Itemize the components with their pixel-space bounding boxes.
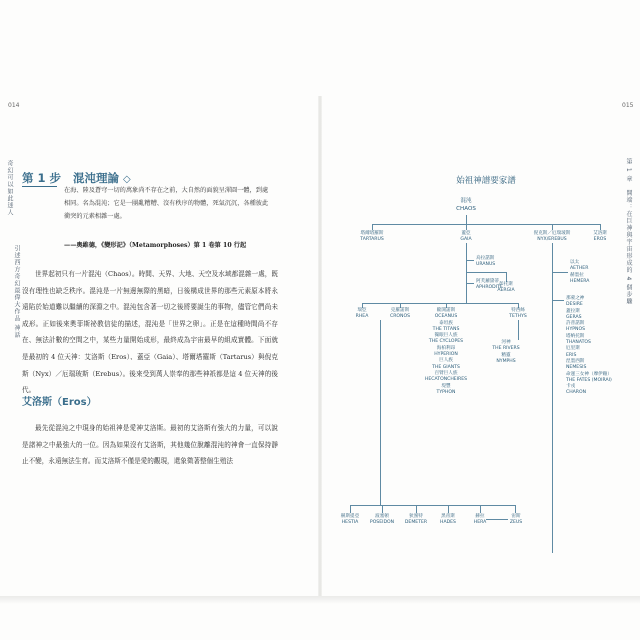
node-aether-hemera: 以太 AETHER 赫墨拉 HEMERA	[570, 260, 590, 284]
right-page-number: 015	[622, 102, 634, 109]
connector-olympians-row	[350, 505, 515, 506]
connector-poseidon	[382, 505, 383, 513]
connector-gaia-down	[466, 243, 467, 303]
node-nyx-children: 那蒙之神 DESIRE 蓋拉斯 GERAS 許普諾斯 HYPNOS 塔納托斯 THANATOS 厄里斯 ERIS 涅墨西斯 NEMESIS 命運三女神（摩伊賴） THE FATES (MOIRAI) 卡戎 CHARON	[566, 296, 612, 396]
connector-gaia	[466, 224, 467, 230]
connector-top-row	[372, 224, 600, 225]
connector-zeus	[515, 505, 516, 513]
connector-hades	[448, 505, 449, 513]
node-rivers-nymphs: 河神 THE RIVERS 精靈 NYMPHS	[492, 340, 520, 364]
connector-pontus	[466, 272, 506, 273]
node-cronos: 克羅諾斯 CRONOS	[390, 308, 410, 320]
node-zeus: 宙斯 ZEUS	[509, 514, 523, 526]
section-heading: 艾洛斯（Eros）	[22, 397, 97, 408]
body-paragraph-1: 世界起初只有一片混沌（Chaos）。時間、天界、大地、天空及水域都混雜一處，既沒有理性也缺乏秩序。混沌是一片無邊無際的黑暗，日後構成世界的那些元素原本將永遠陷於始道難以繼續的深淵之中。混沌包含著一切之後將要誕生的事物，儘管它們尚未成形。正如後來奧菲斯祕教信徒的描述，混沌是「世界之卵」。正是在這種時間尚不存在、無法計數的空間之中，某些力量開始成形，最終成為宇宙最早的組成實體。下面就是最初的 4 位天神：艾洛斯（Eros）、蓋亞（Gaia）、塔爾塔羅斯（Tartarus）與倪克斯（Nyx）／厄瑞玻斯（Erebus）。後來受到萬人崇奉的那些神祇都是這 4 位天神的後代。	[22, 270, 278, 395]
node-chaos: 混沌 CHAOS	[456, 198, 476, 212]
node-tethys: 特西絲 TETHYS	[509, 308, 527, 320]
epigraph-quote: 在海、陸及蒼穹一切的萬象尚不存在之前，大自然的面貌呈渾圓一體，到處相同。名為混沌；它是一團亂糟糟、沒有秩序的物體，死氣沉沉，各種彼此衝突的元素相雜一處。	[64, 187, 269, 220]
node-oceanus-titans: 歐開諾斯 OCEANUS 泰坦族 THE TITANS 獨眼巨人族 THE CYCLOPES 海柏利昂 HYPERION 巨人族 THE GIANTS 百臂巨人族 HECATONCHEIRES 堤豐 TYPHON	[424, 308, 468, 395]
connector-hera	[480, 505, 481, 513]
connector-tartarus	[372, 224, 373, 230]
family-tree	[320, 0, 640, 640]
epigraph-citation: ——奧維德，《變形記》（Metamorphoses）第 1 卷第 10 行起	[64, 242, 247, 249]
left-running-head-sub: 引述西方奇幻最偉大作品 神話	[13, 245, 20, 339]
node-aphrodite: 阿芙蘿黛蒂 APHRODITE	[476, 279, 503, 291]
connector-chaos-down	[466, 215, 467, 224]
step-label: 第 1 步	[22, 171, 62, 185]
connector-nyx-trunk	[552, 243, 553, 553]
connector-demeter	[416, 505, 417, 513]
node-rhea: 瑞亞 RHEA	[355, 308, 369, 320]
node-gaia: 蓋亞 GAIA	[460, 231, 472, 243]
node-tartarus: 塔爾塔羅斯 TARTARUS	[360, 231, 384, 243]
body-paragraph-2: 最先從混沌之中現身的始祖神是愛神艾洛斯。最初的艾洛斯有強大的力量，可以說是諸神之中最強大的一位。因為如果沒有艾洛斯，其他幾位脫離混沌的神會一直保持靜止不變，永遠無法生育。而艾洛斯不僅是愛的觀現，還象徵著整個生殖法	[22, 424, 278, 466]
node-uranus: 烏拉諾斯 URANUS	[476, 256, 496, 268]
connector-hestia	[350, 505, 351, 513]
connector-nyx-children	[552, 300, 564, 301]
connector-rhea-cronos	[380, 320, 381, 505]
connector-nyx	[552, 224, 553, 230]
connector-titans-row	[362, 303, 518, 304]
node-nyx-erebus: 倪克斯／厄瑞玻斯 NYX/EREBUS	[533, 231, 571, 243]
left-running-head: 奇幻可以如此迷人	[6, 160, 13, 216]
node-demeter: 狄蜜特 DEMETER	[404, 514, 428, 526]
connector-pontus-down	[506, 272, 507, 282]
node-hestia: 赫斯提亞 HESTIA	[340, 514, 360, 526]
connector-uranus	[466, 260, 474, 261]
node-poseidon: 波塞頓 POSEIDON	[369, 514, 395, 526]
heading-rule	[22, 186, 57, 187]
node-pontus: 彭托斯 AERGIA	[497, 282, 515, 294]
node-hera: 赫拉 HERA	[473, 514, 487, 526]
node-eros: 艾洛斯 EROS	[593, 231, 607, 243]
connector-eros	[600, 224, 601, 230]
family-tree-title: 始祖神譜要家譜	[456, 176, 516, 186]
left-page-number: 014	[8, 102, 20, 109]
node-hades: 黑帝斯 HADES	[440, 514, 456, 526]
connector-hera-zeus	[486, 519, 508, 520]
page-bottom-shadow	[0, 596, 640, 604]
diamond-mark: ◇	[123, 174, 131, 185]
connector-aphrodite	[466, 283, 474, 284]
connector-aether	[552, 272, 568, 273]
connector-rivers	[518, 320, 519, 340]
step-title-text: 混沌理論	[73, 171, 120, 185]
right-running-head: 第 1 章 開端：在巨神與宇宙形成的 4 個步驟	[625, 158, 632, 306]
right-page	[320, 0, 640, 640]
